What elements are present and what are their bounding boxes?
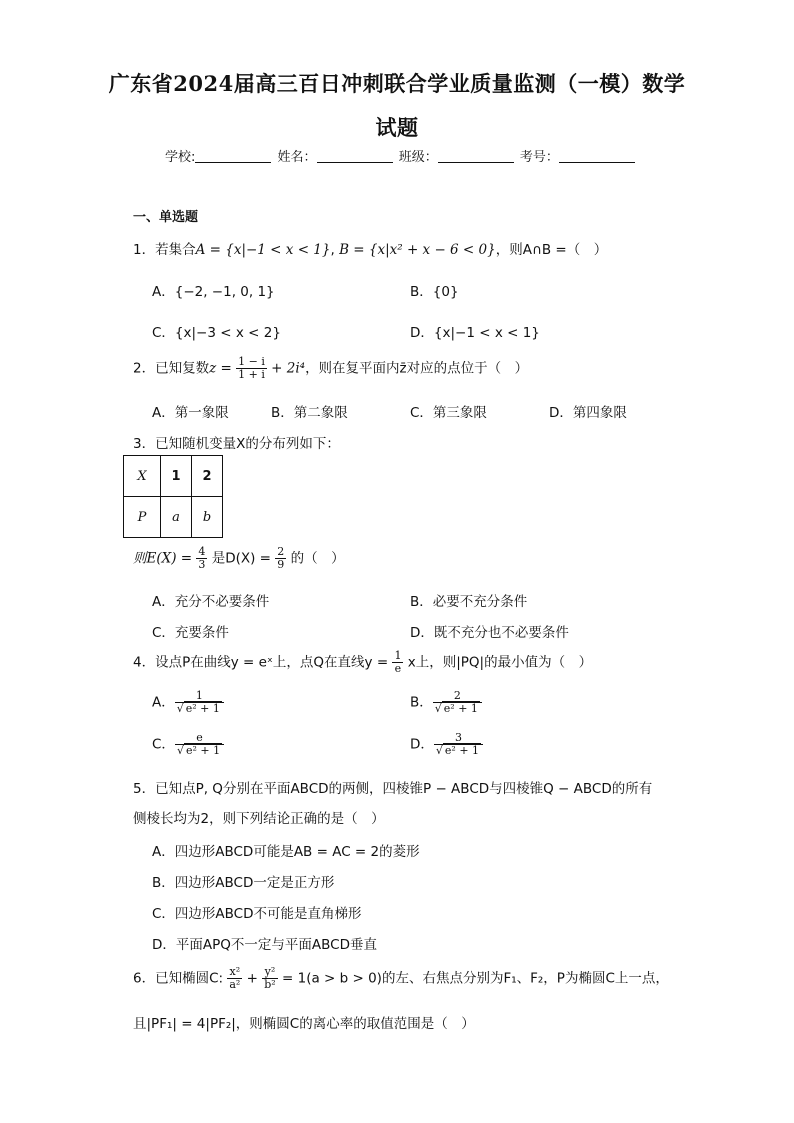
exam-number-blank [559, 150, 635, 163]
q4-option-b[interactable]: B． $\frac{2}{\text{√ e² + 1}}$ [410, 690, 482, 715]
table-cell: P [124, 497, 161, 538]
table-cell: b [192, 497, 223, 538]
q4-fraction: $\frac{1}{e}$ [394, 649, 402, 676]
q3-fraction-1: $\frac{4}{3}$ [198, 545, 206, 572]
q2-z: z = [209, 360, 232, 377]
q3-condition [133, 546, 345, 571]
q6-fraction-x: $\frac{\text{x²}}{\text{a²}}$ [229, 965, 241, 992]
student-info-fields [165, 146, 637, 165]
q3-suffix: 的（ ） [290, 550, 345, 567]
q1-option-c[interactable]: C．{x|−3 < x < 2} [152, 325, 281, 341]
question-6-stem: 6．已知椭圆C: $\frac{\text{x²}}{\text{a²}}$ + $\frac{\text{y²}}{\text{b²}}$ = 1(a > b > 0)的左、右焦点分别为F₁、F₂，P为椭圆C上一点， [133, 965, 669, 992]
table-row [124, 497, 223, 538]
table-cell: 1 [161, 456, 192, 497]
q1-option-a[interactable]: A．{−2, −1, 0, 1} [152, 284, 275, 300]
q6-fraction-y: $\frac{\text{y²}}{\text{b²}}$ [264, 965, 276, 992]
q1-set-a: A = {x|−1 < x < 1} [195, 242, 331, 258]
question-4-stem [133, 650, 592, 675]
q5-option-c[interactable]: C．四边形ABCD不可能是直角梯形 [152, 906, 362, 922]
class-label: 班级： [398, 150, 438, 165]
question-2-stem [133, 356, 528, 381]
q3-option-a[interactable]: A．充分不必要条件 [152, 594, 270, 610]
q1-option-b[interactable]: B．{0} [410, 284, 459, 300]
q3-option-c[interactable]: C．充要条件 [152, 625, 229, 641]
exam-title: 广东省2024届高三百日冲刺联合学业质量监测（一模）数学 [108, 71, 686, 96]
q4-option-a[interactable]: A． $\frac{1}{\text{√ e² + 1}}$ [152, 690, 224, 715]
class-blank [438, 150, 514, 163]
q1-suffix: ，则A∩B =（ ） [495, 242, 608, 258]
q2-suffix: ，则在复平面内z̄对应的点位于（ ） [305, 360, 529, 377]
question-5-stem-line2: 侧棱长均为2，则下列结论正确的是（ ） [133, 811, 385, 827]
school-blank [195, 150, 271, 163]
question-3-stem: 3．已知随机变量X的分布列如下： [133, 436, 340, 452]
q3-option-d[interactable]: D．既不充分也不必要条件 [410, 625, 569, 641]
section-heading: 一、单选题 [133, 210, 199, 225]
q5-option-a[interactable]: A．四边形ABCD可能是AB = AC = 2的菱形 [152, 844, 420, 860]
q6-prefix: 6．已知椭圆C: [133, 970, 224, 987]
table-cell: a [161, 497, 192, 538]
name-blank [317, 150, 393, 163]
question-6-stem-line2: 且|PF₁| = 4|PF₂|，则椭圆C的离心率的取值范围是（ ） [133, 1016, 475, 1032]
q2-option-a[interactable]: A．第一象限 [152, 405, 229, 421]
exam-title-line2: 试题 [375, 115, 419, 140]
exam-number-label: 考号： [519, 150, 559, 165]
q2-plus-term: + 2i⁴ [271, 360, 306, 377]
q6-suffix: = 1(a > b > 0)的左、右焦点分别为F₁、F₂，P为椭圆C上一点， [282, 970, 669, 987]
q3-expectation: 则E(X) = [133, 550, 193, 567]
distribution-table [123, 455, 223, 538]
q1-prefix: 1．若集合 [133, 242, 196, 258]
q2-option-b[interactable]: B．第二象限 [271, 405, 348, 421]
q3-variance: 是D(X) = [211, 550, 271, 567]
q5-option-d[interactable]: D．平面APQ不一定与平面ABCD垂直 [152, 937, 377, 953]
table-row [124, 456, 223, 497]
table-cell: 2 [192, 456, 223, 497]
q2-option-d[interactable]: D．第四象限 [549, 405, 627, 421]
q2-prefix: 2．已知复数 [133, 360, 210, 377]
school-label: 学校: [165, 150, 196, 165]
table-cell: X [124, 456, 161, 497]
q1-option-d[interactable]: D．{x|−1 < x < 1} [410, 325, 540, 341]
q2-fraction: $\frac{1 - i}{1 + i}$ [238, 355, 265, 382]
q4-suffix: x上，则|PQ|的最小值为（ ） [407, 654, 593, 671]
q5-option-b[interactable]: B．四边形ABCD一定是正方形 [152, 875, 335, 891]
name-label: 姓名： [277, 150, 317, 165]
q2-option-c[interactable]: C．第三象限 [410, 405, 487, 421]
q1-set-b: B = {x|x² + x − 6 < 0} [339, 242, 496, 258]
q3-option-b[interactable]: B．必要不充分条件 [410, 594, 528, 610]
q4-prefix: 4．设点P在曲线y = eˣ上，点Q在直线y = [133, 654, 389, 671]
question-1-stem: 1．若集合A = {x|−1 < x < 1}, B = {x|x² + x − 6 < 0}，则A∩B =（ ） [133, 242, 608, 258]
question-5-stem: 5．已知点P, Q分别在平面ABCD的两侧，四棱锥P − ABCD与四棱锥Q − ABCD的所有 [133, 781, 653, 797]
q4-option-c[interactable]: C． $\frac{e}{\text{√ e² + 1}}$ [152, 732, 224, 757]
q3-fraction-2: $\frac{2}{9}$ [277, 545, 285, 572]
q4-option-d[interactable]: D． $\frac{3}{\text{√ e² + 1}}$ [410, 732, 483, 757]
